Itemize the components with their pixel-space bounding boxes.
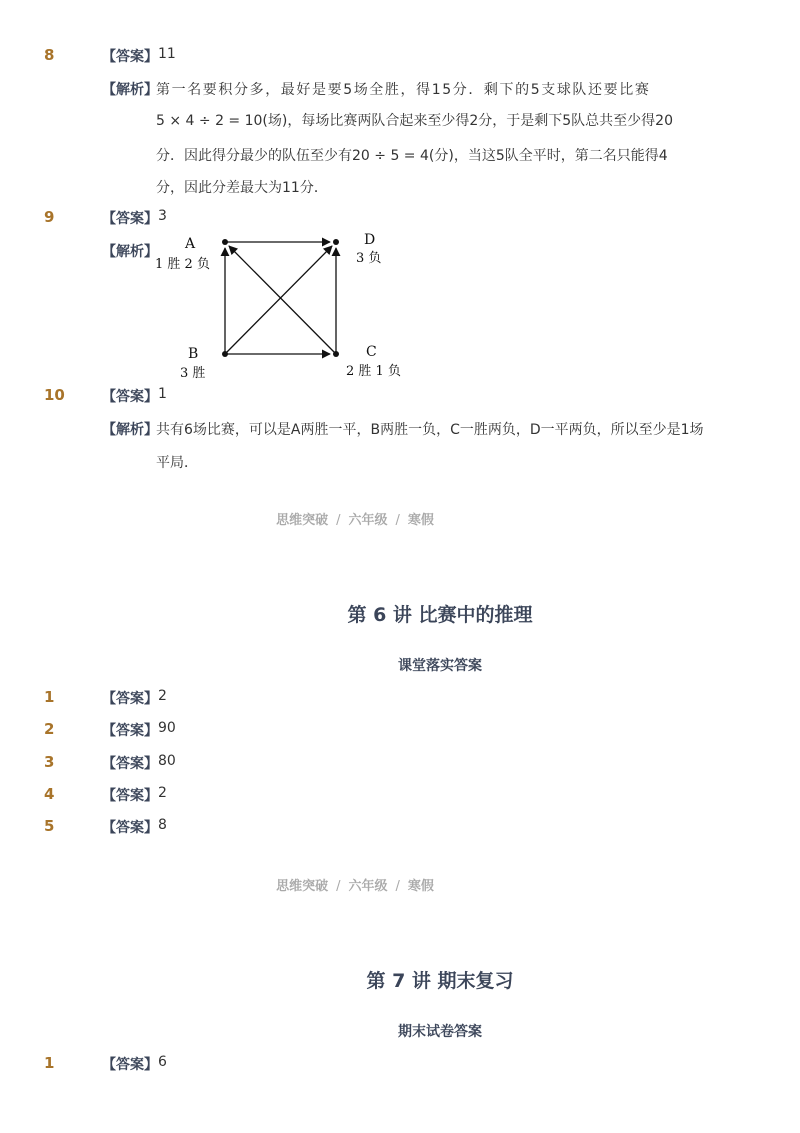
analysis-line: 分．因此得分最少的队伍至少有20 ÷ 5 = 4(分)，当这5队全平时，第二名只能得4 bbox=[156, 148, 668, 164]
answer-value: 1 bbox=[158, 386, 167, 402]
footer-series: 思维突破 bbox=[276, 513, 329, 528]
node-a bbox=[222, 239, 228, 245]
lecture-title: 第 7 讲 期末复习 bbox=[366, 970, 514, 992]
answer-tag: 【答案】 bbox=[102, 49, 158, 65]
node-a-record: 1 胜 2 负 bbox=[155, 257, 210, 272]
node-b-record: 3 胜 bbox=[180, 366, 206, 381]
analysis-tag: 【解析】 bbox=[102, 422, 158, 438]
question-number: 10 bbox=[44, 386, 65, 404]
answer-value: 3 bbox=[158, 208, 167, 224]
answer-tag: 【答案】 bbox=[102, 1057, 158, 1073]
footer-grade: 六年级 bbox=[348, 513, 388, 528]
footer-grade: 六年级 bbox=[348, 879, 388, 894]
answer-tag: 【答案】 bbox=[102, 723, 158, 739]
node-b bbox=[222, 351, 228, 357]
node-b-label: B bbox=[188, 346, 199, 362]
answer-value: 2 bbox=[158, 688, 167, 704]
answer-value: 11 bbox=[158, 46, 176, 62]
answer-value: 2 bbox=[158, 785, 167, 801]
node-d-record: 3 负 bbox=[356, 251, 382, 266]
footer-series: 思维突破 bbox=[276, 879, 329, 894]
analysis-line: 分，因此分差最大为11分． bbox=[156, 180, 328, 196]
node-d bbox=[333, 239, 339, 245]
edge-c-to-a bbox=[229, 246, 336, 354]
section-subtitle: 课堂落实答案 bbox=[398, 658, 482, 674]
answer-value: 8 bbox=[158, 817, 167, 833]
analysis-line: 5 × 4 ÷ 2 = 10(场)，每场比赛两队合起来至少得2分，于是剩下5队总共至少得20 bbox=[156, 113, 673, 129]
page-footer bbox=[0, 509, 710, 528]
answer-value: 6 bbox=[158, 1054, 167, 1070]
analysis-line: 平局． bbox=[156, 455, 198, 471]
node-d-label: D bbox=[364, 232, 376, 248]
answer-tag: 【答案】 bbox=[102, 389, 158, 405]
footer-separator: / bbox=[336, 513, 341, 528]
lecture-title: 第 6 讲 比赛中的推理 bbox=[347, 604, 533, 626]
footer-term: 寒假 bbox=[407, 513, 434, 528]
question-number: 8 bbox=[44, 46, 55, 64]
node-c bbox=[333, 351, 339, 357]
analysis-tag: 【解析】 bbox=[102, 244, 158, 260]
answer-value: 80 bbox=[158, 753, 176, 769]
analysis-line: 第一名要积分多，最好是要5场全胜，得15分．剩下的5支球队还要比赛 bbox=[156, 82, 651, 98]
section-subtitle: 期末试卷答案 bbox=[398, 1024, 482, 1040]
footer-term: 寒假 bbox=[407, 879, 434, 894]
analysis-line: 共有6场比赛，可以是A两胜一平，B两胜一负，C一胜两负，D一平两负，所以至少是1场 bbox=[156, 422, 704, 438]
analysis-tag: 【解析】 bbox=[102, 82, 158, 98]
answer-tag: 【答案】 bbox=[102, 820, 158, 836]
answer-tag: 【答案】 bbox=[102, 691, 158, 707]
node-a-label: A bbox=[185, 236, 196, 252]
question-number: 1 bbox=[44, 688, 55, 706]
question-number: 2 bbox=[44, 720, 55, 738]
footer-separator: / bbox=[336, 879, 341, 894]
question-number: 5 bbox=[44, 817, 55, 835]
node-c-label: C bbox=[366, 344, 377, 360]
question-number: 4 bbox=[44, 785, 55, 803]
question-number: 3 bbox=[44, 753, 55, 771]
node-c-record: 2 胜 1 负 bbox=[346, 364, 401, 379]
match-diagram bbox=[150, 228, 410, 384]
edge-b-to-d bbox=[225, 246, 332, 354]
answer-value: 90 bbox=[158, 720, 176, 736]
question-number: 1 bbox=[44, 1054, 55, 1072]
page-footer bbox=[0, 875, 710, 894]
footer-separator: / bbox=[395, 513, 400, 528]
answer-tag: 【答案】 bbox=[102, 756, 158, 772]
answer-tag: 【答案】 bbox=[102, 788, 158, 804]
answer-tag: 【答案】 bbox=[102, 211, 158, 227]
question-number: 9 bbox=[44, 208, 55, 226]
footer-separator: / bbox=[395, 879, 400, 894]
